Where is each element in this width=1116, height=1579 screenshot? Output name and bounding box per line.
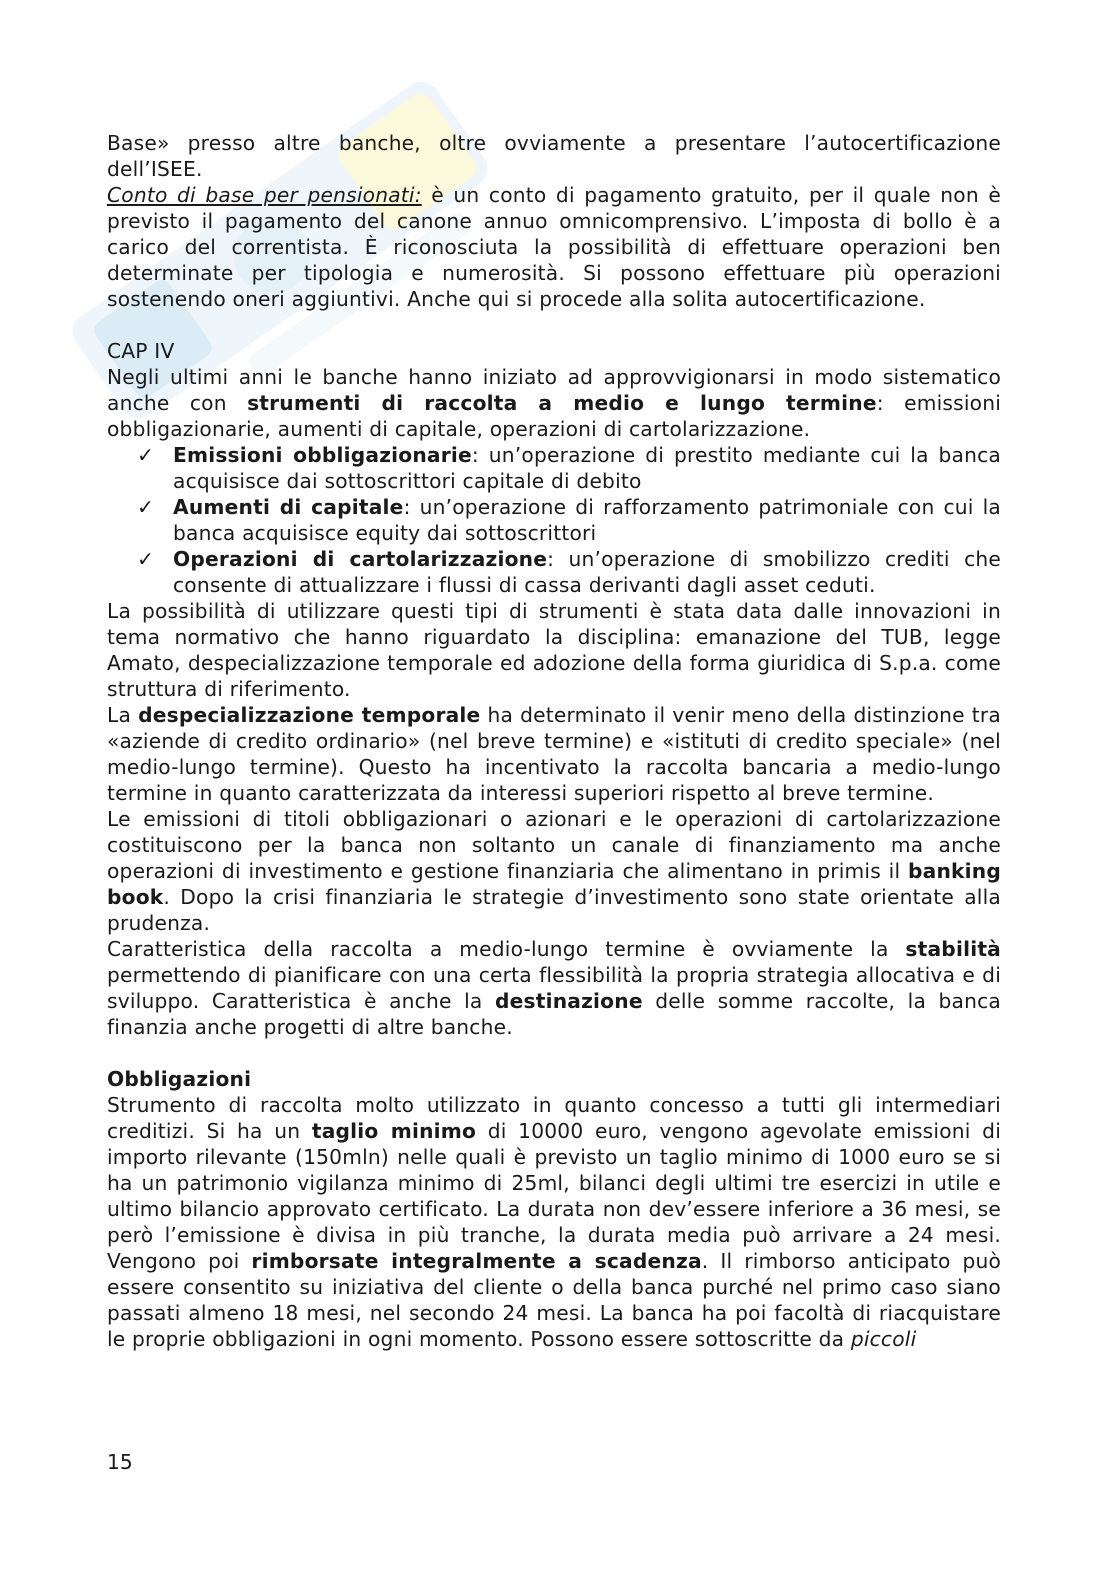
document-body — [107, 130, 1001, 1352]
paragraph-caratteristica: Caratteristica della raccolta a medio-lungo termine è ovviamente la stabilità permettendo di pianificare con una certa flessibilità la propria strategia allocativa e di sviluppo. Caratteristica è anche la destinazione delle somme raccolte, la banca finanzia anche progetti di altre banche. — [107, 937, 1001, 1039]
paragraph-intro: Negli ultimi anni le banche hanno iniziato ad approvvigionarsi in modo sistematico anche con strumenti di raccolta a medio e lungo termine: emissioni obbligazionarie, aumenti di capitale, operazioni di cartolarizzazione. — [107, 365, 1001, 441]
page-number: 15 — [107, 1450, 133, 1474]
checklist — [107, 442, 1001, 598]
checkmark-icon: ✓ — [137, 547, 155, 571]
chapter-label: CAP IV — [107, 339, 175, 363]
list-item: ✓ Operazioni di cartolarizzazione: un’operazione di smobilizzo crediti che consente di attualizzare i flussi di cassa derivanti dagli asset ceduti. — [137, 547, 1001, 597]
list-item: ✓ Emissioni obbligazionarie: un’operazione di prestito mediante cui la banca acquisisce dai sottoscrittori capitale di debito — [137, 443, 1001, 493]
paragraph-isee: Base» presso altre banche, oltre ovviamente a presentare l’autocertificazione dell’ISEE. — [107, 131, 1001, 181]
paragraph-innovazioni: La possibilità di utilizzare questi tipi di strumenti è stata data dalle innovazioni in tema normativo che hanno riguardato la disciplina: emanazione del TUB, legge Amato, despecializzazione temporale ed adozione della forma giuridica di S.p.a. come struttura di riferimento. — [107, 599, 1001, 701]
paragraph-obbligazioni: Strumento di raccolta molto utilizzato in quanto concesso a tutti gli intermediari creditizi. Si ha un taglio minimo di 10000 euro, vengono agevolate emissioni di importo rilevante (150mln) nelle quali è previsto un taglio minimo di 1000 euro se si ha un patrimonio vigilanza minimo di 25ml, bilanci degli ultimi tre esercizi in utile e ultimo bilancio approvato certificato. La durata non dev’essere inferiore a 36 mesi, se però l’emissione è divisa in più tranche, la durata media può arrivare a 24 mesi. Vengono poi rimborsate integralmente a scadenza. Il rimborso anticipato può essere consentito su iniziativa del cliente o della banca purché nel primo caso siano passati almeno 18 mesi, nel secondo 24 mesi. La banca ha poi facoltà di riacquistare le proprie obbligazioni in ogni momento. Possono essere sottoscritte da piccoli — [107, 1093, 1002, 1351]
paragraph-conto-pensionati: Conto di base per pensionati: è un conto di pagamento gratuito, per il quale non è previsto il pagamento del canone annuo omnicomprensivo. L’imposta di bollo è a carico del correntista. È riconosciuta la possibilità di effettuare operazioni ben determinate per tipologia e numerosità. Si possono effettuare più operazioni sostenendo oneri aggiuntivi. Anche qui si procede alla solita autocertificazione. — [107, 183, 1001, 311]
paragraph-despecializzazione: La despecializzazione temporale ha determinato il venir meno della distinzione tra «aziende di credito ordinario» (nel breve termine) e «istituti di credito speciale» (nel medio-lungo termine). Questo ha incentivato la raccolta bancaria a medio-lungo termine in quanto caratterizzata da interessi superiori rispetto al breve termine. — [107, 703, 1001, 805]
term-conto-pensionati: Conto di base per pensionati: — [107, 183, 422, 207]
section-heading: Obbligazioni — [107, 1067, 252, 1091]
checkmark-icon: ✓ — [137, 495, 155, 519]
paragraph-emissioni: Le emissioni di titoli obbligazionari o azionari e le operazioni di cartolarizzazione costituiscono per la banca non soltanto un canale di finanziamento ma anche operazioni di investimento e gestione finanziaria che alimentano in primis il banking book. Dopo la crisi finanziaria le strategie d’investimento sono state orientate alla prudenza. — [107, 807, 1001, 935]
list-item: ✓ Aumenti di capitale: un’operazione di rafforzamento patrimoniale con cui la banca acquisisce equity dai sottoscrittori — [137, 495, 1001, 545]
checkmark-icon: ✓ — [137, 443, 155, 467]
